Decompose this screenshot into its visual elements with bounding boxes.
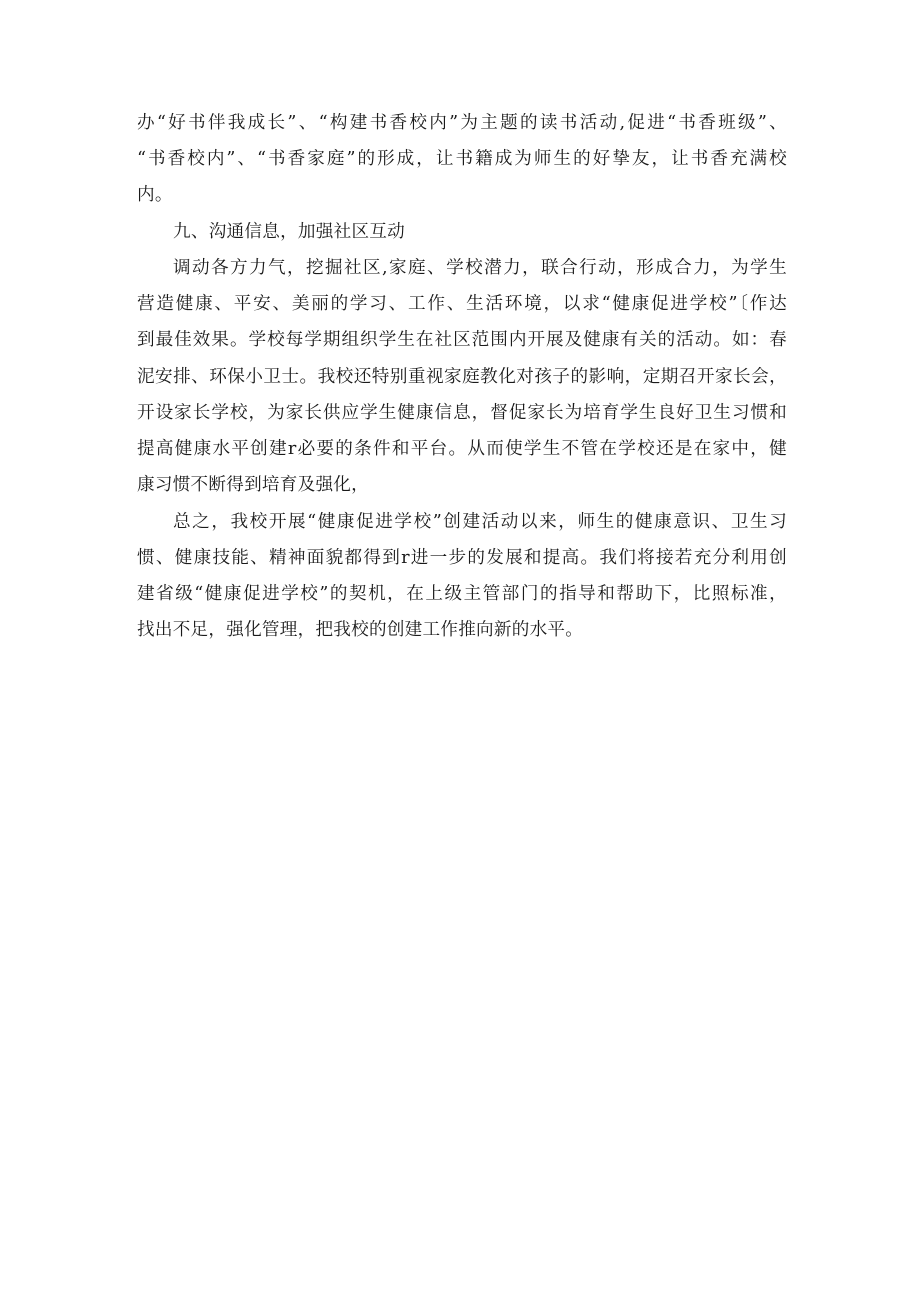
paragraph-line: 到最佳效果。学校每学期组织学生在社区范围内开展及健康有关的活动。如：春 [137,330,787,350]
paragraph-line: 找出不足，强化管理，把我校的创建工作推向新的水平。 [137,620,584,640]
paragraph-line: “书香校内”、“书香家庭”的形成，让书籍成为师生的好挚友，让书香充满校 [137,149,787,169]
paragraph-line: 泥安排、环保小卫士。我校还特别重视家庭教化对孩子的影响，定期召开家长会， [137,367,787,387]
paragraph-line: 提高健康水平创建r必要的条件和平台。从而使学生不管在学校还是在家中，健 [137,439,787,459]
paragraph-line: 康习惯不断得到培育及强化， [137,475,369,495]
paragraph-line: 建省级“健康促进学校”的契机，在上级主管部门的指导和帮助下，比照标准， [137,584,787,604]
paragraph-line: 内。 [137,185,173,205]
section-heading: 九、沟通信息，加强社区互动 [173,222,405,242]
paragraph-line: 办“好书伴我成长”、“构建书香校内”为主题的读书活动,促进“书香班级”、 [137,113,787,133]
paragraph-line: 营造健康、平安、美丽的学习、工作、生活环境，以求“健康促进学校”〔作达 [137,294,787,314]
paragraph-line: 调动各方力气，挖掘社区,家庭、学校潜力，联合行动，形成合力，为学生 [173,258,787,278]
paragraph-line: 惯、健康技能、精神面貌都得到r进一步的发展和提高。我们将接若充分利用创 [137,548,787,568]
paragraph-line: 总之，我校开展“健康促进学校”创建活动以来，师生的健康意识、卫生习 [173,512,787,532]
paragraph-line: 开设家长学校，为家长供应学生健康信息，督促家长为培育学生良好卫生习惯和 [137,403,787,423]
